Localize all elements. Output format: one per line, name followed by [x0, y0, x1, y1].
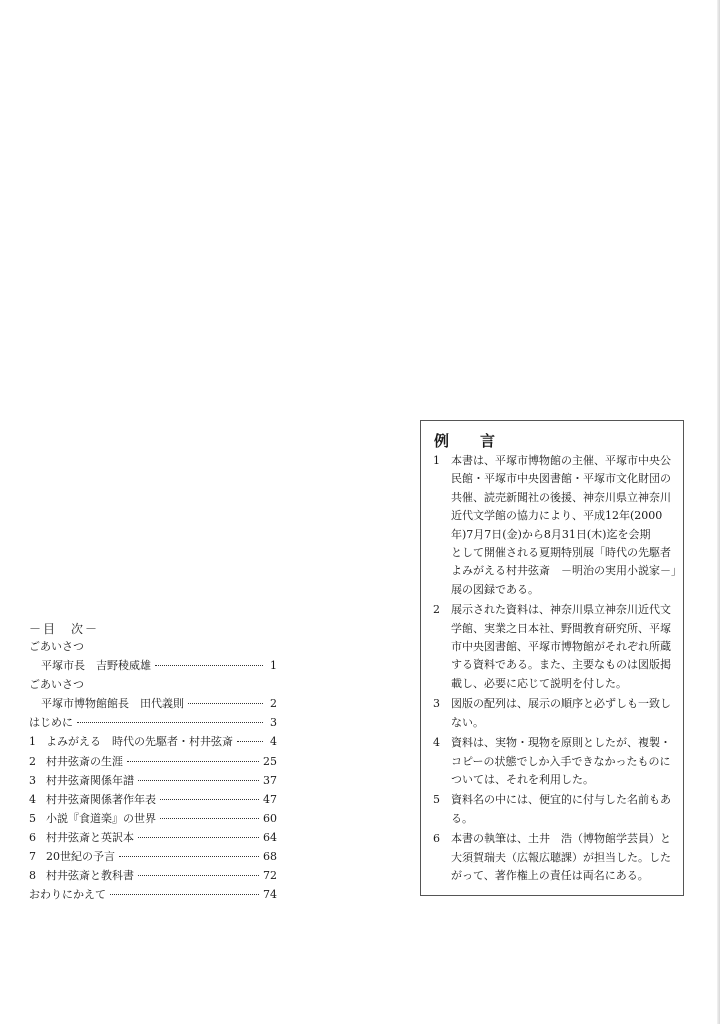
toc-entry-label: ごあいさつ — [29, 640, 84, 653]
toc-leader-dots — [138, 772, 259, 781]
note-text — [451, 452, 682, 599]
note-text-line: 展の図録である。 — [451, 582, 539, 596]
toc-entry — [29, 656, 277, 675]
toc-entry-page: 2 — [270, 697, 277, 711]
toc-entry-label: ごあいさつ — [29, 678, 84, 692]
note-text-line: がって、著作権上の責任は両名にある。 — [451, 868, 649, 882]
toc-entry-page: 1 — [270, 659, 277, 673]
toc-entry-label: 小説『食道楽』の世界 — [46, 811, 156, 825]
toc-entry-label: 平塚市長 吉野稜威雄 — [41, 659, 151, 673]
toc-entry — [29, 771, 277, 790]
note-item — [433, 695, 679, 732]
toc-entry — [29, 790, 277, 809]
note-item — [433, 452, 682, 599]
toc-entry — [29, 847, 277, 866]
toc-entry-number: 8 — [29, 869, 36, 883]
toc-entry — [29, 694, 277, 713]
toc-entry-label: よみがえる 時代の先駆者・村井弦斎 — [46, 735, 233, 749]
toc-entry-page: 37 — [263, 773, 277, 787]
notes-list — [433, 452, 682, 887]
explanatory-notes-box — [420, 420, 684, 896]
note-text — [451, 601, 671, 693]
toc-entry — [29, 675, 277, 694]
note-text-line: ない。 — [451, 715, 484, 729]
note-text-line: ついては、それを利用した。 — [451, 772, 594, 786]
note-text-line: 年)7月7日(金)から8月31日(木)迄を会期 — [451, 527, 651, 541]
note-item — [433, 734, 679, 789]
note-text — [451, 791, 671, 828]
toc-leader-dots — [138, 867, 259, 876]
toc-leader-dots — [160, 791, 259, 800]
toc-entry — [29, 732, 277, 751]
toc-title: －目 次－ — [29, 622, 100, 636]
toc-entry-page: 72 — [263, 869, 277, 883]
toc-entry — [29, 637, 277, 656]
note-text-line: 資料は、実物・現物を原則としたが、複製・ — [451, 736, 671, 750]
toc-entry-number: 1 — [29, 735, 36, 749]
toc-entry-number: 4 — [29, 792, 36, 806]
note-text-line: 展示された資料は、神奈川県立神奈川近代文 — [451, 603, 671, 617]
note-text-line: 民館・平塚市中央図書館・平塚市文化財団の — [451, 472, 671, 486]
toc-entry-page: 64 — [263, 830, 277, 844]
toc-leader-dots — [119, 848, 259, 857]
note-number: 3 — [433, 697, 440, 711]
toc-entry-label: 村井弦斎関係著作年表 — [46, 792, 156, 806]
note-text-line: として開催される夏期特別展「時代の先駆者 — [451, 546, 671, 560]
toc-leader-dots — [138, 829, 259, 838]
toc-entry-page: 4 — [270, 735, 277, 749]
note-text-line: 大須賀瑞夫（広報広聴課）が担当した。した — [451, 850, 671, 864]
note-text-line: する資料である。また、主要なものは図版掲 — [451, 658, 671, 672]
toc-entry-label: 村井弦斎の生涯 — [46, 754, 123, 768]
toc-list — [29, 637, 277, 904]
note-text-line: 市中央図書館、平塚市博物館がそれぞれ所蔵 — [451, 640, 671, 654]
toc-entry-page: 68 — [263, 850, 277, 864]
note-number: 4 — [433, 736, 440, 750]
toc-leader-dots — [77, 714, 263, 723]
toc-entry-page: 47 — [263, 792, 277, 806]
note-number: 2 — [433, 603, 440, 617]
note-text — [451, 695, 671, 732]
note-text — [451, 830, 671, 885]
toc-entry-page: 74 — [263, 888, 277, 902]
note-text-line: 本書は、平塚市博物館の主催、平塚市中央公 — [451, 454, 671, 467]
toc-leader-dots — [188, 695, 263, 704]
toc-entry-label: 村井弦斎関係年譜 — [46, 773, 134, 787]
toc-leader-dots — [155, 657, 263, 666]
toc-entry — [29, 752, 277, 771]
note-text-line: コピーの状態でしか入手できなかったものに — [451, 754, 671, 768]
note-text-line: る。 — [451, 811, 473, 825]
toc-entry-label: はじめに — [29, 716, 73, 730]
toc-entry-page: 3 — [270, 716, 277, 730]
toc-entry-number: 3 — [29, 773, 36, 787]
toc-entry-label: 20世紀の予言 — [46, 850, 115, 864]
toc-entry — [29, 713, 277, 732]
toc-leader-dots — [160, 810, 259, 819]
toc-entry-label: 村井弦斎と英訳本 — [46, 830, 134, 844]
toc-leader-dots — [110, 886, 259, 895]
toc-entry-label: おわりにかえて — [29, 888, 106, 902]
toc-leader-dots — [127, 753, 259, 762]
table-of-contents — [29, 621, 277, 904]
toc-entry — [29, 828, 277, 847]
note-item — [433, 791, 679, 828]
note-item — [433, 830, 679, 885]
toc-entry-page: 25 — [263, 754, 277, 768]
toc-entry-label: 村井弦斎と教科書 — [46, 869, 134, 883]
note-text-line: 資料名の中には、便宜的に付与した名前もあ — [451, 793, 671, 807]
note-number: 1 — [433, 454, 440, 467]
toc-entry-number: 2 — [29, 754, 36, 768]
toc-entry-number: 5 — [29, 811, 36, 825]
toc-entry-number: 7 — [29, 850, 36, 864]
note-text-line: よみがえる村井弦斎 －明治の実用小説家－」 — [451, 564, 682, 578]
toc-entry-number: 6 — [29, 830, 36, 844]
note-text-line: 近代文学館の協力により、平成12年(2000 — [451, 509, 663, 523]
toc-entry-label: 平塚市博物館館長 田代義則 — [41, 697, 184, 711]
note-item — [433, 601, 679, 693]
note-text-line: 共催、読売新聞社の後援、神奈川県立神奈川 — [451, 490, 671, 504]
toc-leader-dots — [237, 733, 263, 742]
toc-entry-page: 60 — [263, 811, 277, 825]
note-text-line: 学館、実業之日本社、野間教育研究所、平塚 — [451, 621, 671, 635]
toc-entry — [29, 885, 277, 904]
notes-title: 例 言 — [434, 432, 504, 450]
note-number: 5 — [433, 793, 440, 807]
toc-entry — [29, 809, 277, 828]
note-text-line: 載し、必要に応じて説明を付した。 — [451, 676, 627, 690]
toc-entry — [29, 866, 277, 885]
note-number: 6 — [433, 832, 440, 846]
note-text-line: 図版の配列は、展示の順序と必ずしも一致し — [451, 697, 671, 711]
note-text — [451, 734, 671, 789]
note-text-line: 本書の執筆は、土井 浩（博物館学芸員）と — [451, 832, 671, 846]
